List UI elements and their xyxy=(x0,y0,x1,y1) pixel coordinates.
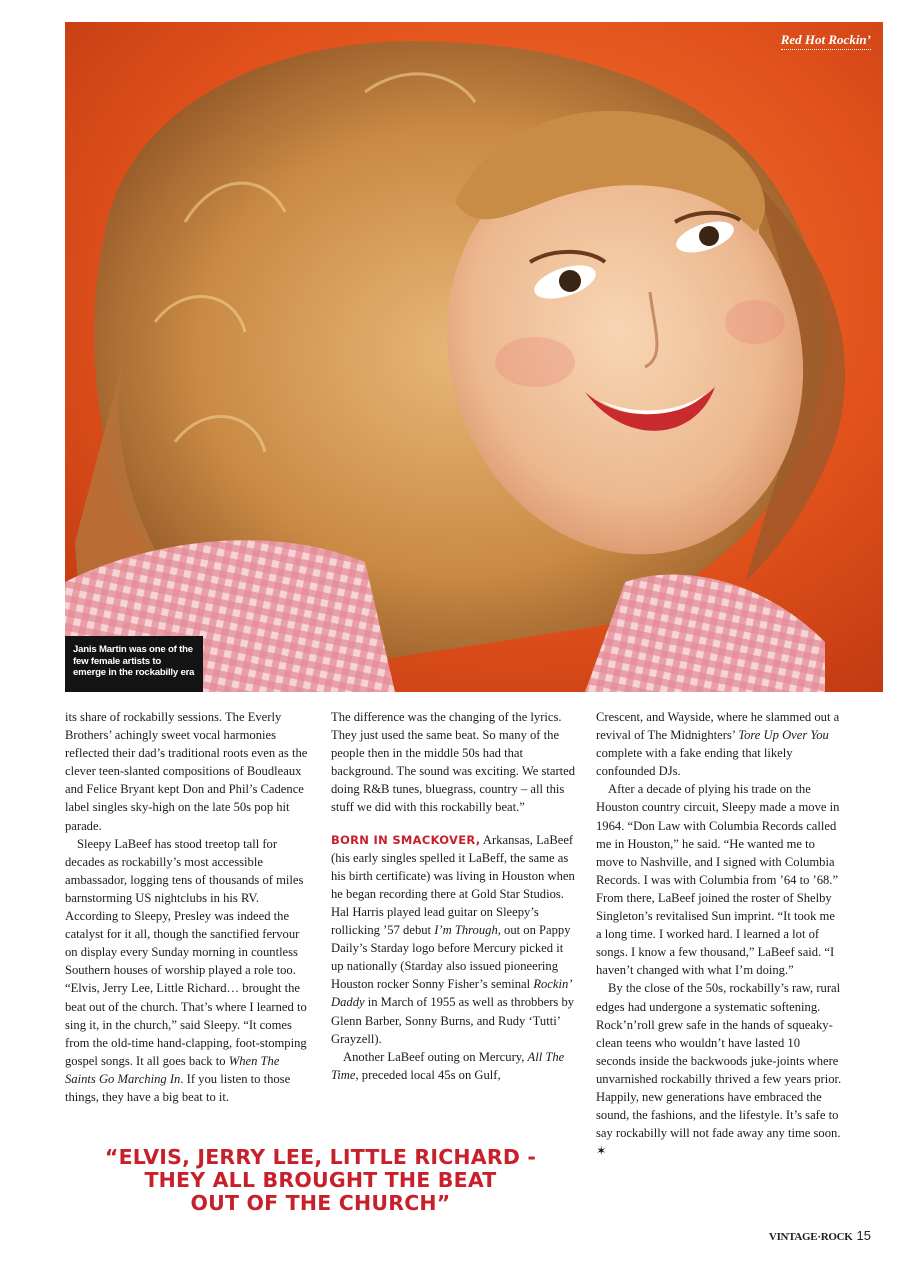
pull-quote xyxy=(68,1146,573,1215)
paragraph: By the close of the 50s, rockabilly’s raw, rural edges had undergone a systematic softening. Rock’n’roll grew safe in the hands of squeaky-clean teens who wouldn’t have lasted 10 seconds inside the backwoods juke-joints where unvarnished rockabilly thrived a few years prior. Happily, new generations have embraced the sound, the fashions, and the lifestyle. It’s safe to say rockabilly will not fade away any time soon. ✶ xyxy=(596,981,842,1159)
paragraph: The difference was the changing of the lyrics. They just used the same beat. So many of the people then in the middle 50s had that background. The sound was exciting. We started doing R&B tunes, bluegrass, country – all this stuff we did with this rockabilly beat.” xyxy=(331,710,576,815)
article-column-1 xyxy=(65,708,312,1106)
article-column-3 xyxy=(596,708,843,1160)
paragraph: its share of rockabilly sessions. The Everly Brothers’ achingly sweet vocal harmonies reflected their dad’s traditional roots even as the clever teen-slanted compositions of Boudleaux and Felice Bryant kept Don and Phil’s Cadence label singles sky-high on the late 50s pop hit parade. xyxy=(65,710,308,833)
section-lead-in: BORN IN SMACKOVER, xyxy=(331,832,481,847)
pull-quote-line: “ELVIS, JERRY LEE, LITTLE RICHARD - xyxy=(104,1145,537,1169)
page-number: 15 xyxy=(856,1228,871,1243)
paragraph: BORN IN SMACKOVER, Arkansas, LaBeef (his early singles spelled it LaBeff, the same as his birth certificate) was living in Houston when he began recording there at Gold Star Studios. Hal Harris played lead guitar on Sleepy’s rollicking ’57 debut I’m Through, out on Pappy Daily’s Starday logo before Mercury picked it up nationally (Starday also issued pioneering Houston rocker Sonny Fisher’s seminal Rockin’ Daddy in March of 1955 as well as throbbers by Glenn Barber, Sonny Burns, and Rudy ‘Tutti’ Grayzell). xyxy=(331,832,575,1046)
page-folio xyxy=(769,1228,871,1243)
hero-photo xyxy=(65,22,883,692)
photo-caption: Janis Martin was one of the few female artists to emerge in the rockabilly era xyxy=(65,636,203,692)
paragraph: Crescent, and Wayside, where he slammed out a revival of The Midnighters’ Tore Up Over You complete with a fake ending that likely confounded DJs. xyxy=(596,710,840,779)
article-column-2 xyxy=(331,708,578,1084)
portrait-illustration xyxy=(65,22,883,692)
paragraph: After a decade of plying his trade on the Houston country circuit, Sleepy made a move in 1964. “Don Law with Columbia Records called me in Houston,” he said. “He wanted me to move to Nashville, and I signed with Columbia Records. I was with Columbia from ’64 to ’68.” From there, LaBeef joined the roster of Shelby Singleton’s revitalised Sun imprint. “It took me a long time. I worked hard. I learned a lot of songs. I know a few thousand,” LaBeef said. “I haven’t changed with what I’m doing.” xyxy=(596,782,840,978)
paragraph: Another LaBeef outing on Mercury, All The Time, preceded local 45s on Gulf, xyxy=(331,1049,565,1082)
magazine-logo: VINTAGE·ROCK xyxy=(768,1231,853,1243)
pull-quote-line: THEY ALL BROUGHT THE BEAT xyxy=(144,1168,497,1192)
pull-quote-line: OUT OF THE CHURCH” xyxy=(190,1191,451,1215)
paragraph: Sleepy LaBeef has stood treetop tall for decades as rockabilly’s most accessible ambassador, logging tens of thousands of miles barnstorming US nightclubs in his RV. According to Sleepy, Presley was indeed the catalyst for it all, though the sanctified fervour on display every Sunday morning in countless Southern houses of worship played a role too. “Elvis, Jerry Lee, Little Richard… brought the beat out of the church. That’s where I learned to sing it, in the church,” said Sleepy. “It comes from the old-time hand-clapping, foot-stomping gospel songs. It all goes back to When The Saints Go Marching In. If you listen to those things, they have a big beat to it. xyxy=(65,836,307,1104)
section-tag: Red Hot Rockin’ xyxy=(781,32,871,50)
